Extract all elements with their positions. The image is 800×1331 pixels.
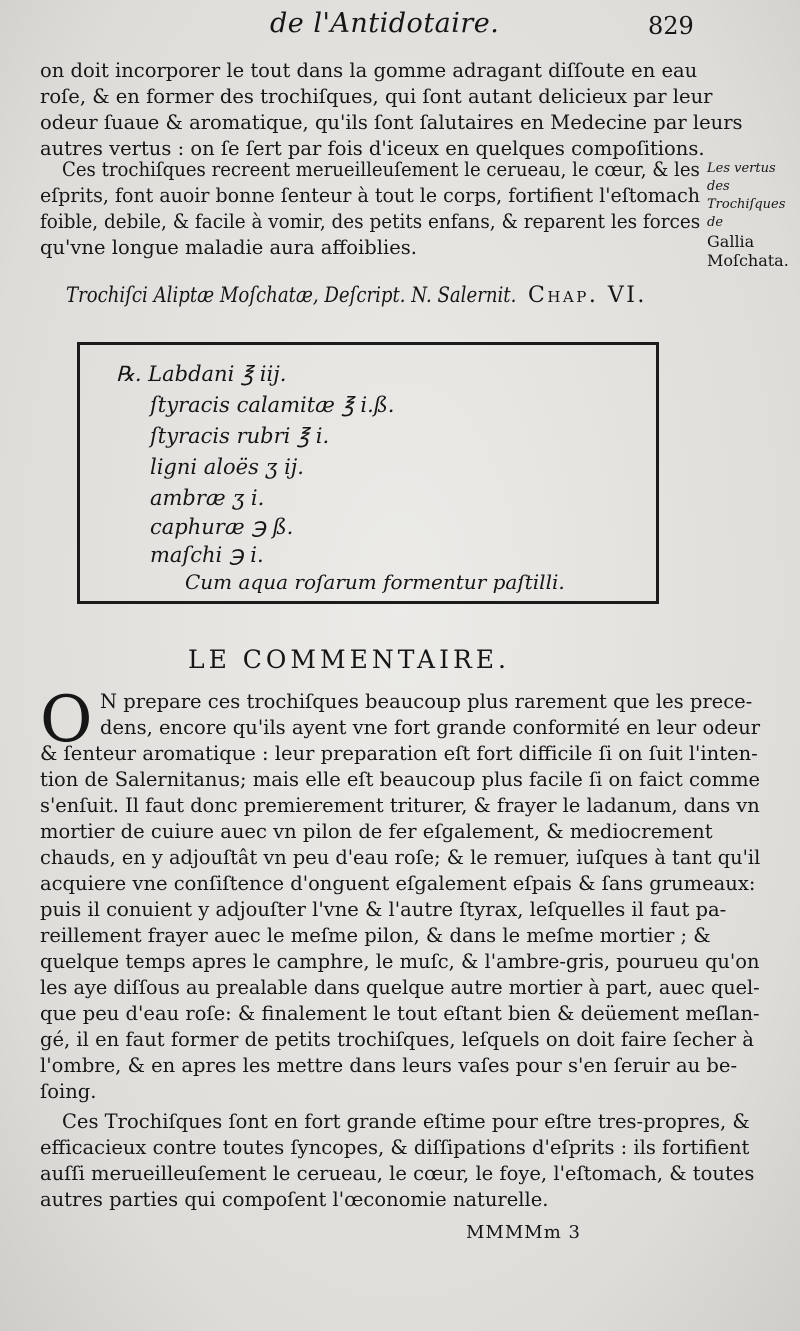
margin-note (707, 160, 799, 270)
recipe-line: ℞. Labdani ℥ iij. (116, 362, 287, 386)
commentary-line: dens, encore qu'ils ayent vne fort grande conformité en leur odeur (100, 716, 761, 739)
commentary-line: chauds, en y adjouſtât vn peu d'eau roſe; & le remuer, iuſques à tant qu'il (40, 846, 761, 869)
margin-note-word: Gallia (707, 232, 755, 251)
commentary-line: gé, il en faut former de petits trochiſques, leſquels on doit faire ſecher à (40, 1028, 754, 1051)
commentary-line: ſoing. (40, 1080, 97, 1103)
margin-note-italic: Les vertus des Trochiſques de (707, 161, 786, 230)
margin-note-word: Moſchata. (707, 251, 789, 270)
recipe-line: Cum aqua roſarum formentur paſtilli. (185, 570, 565, 594)
recipe-line: caphuræ ℈ ß. (150, 515, 294, 539)
drop-cap: O (40, 683, 93, 757)
final-paragraph-line: auſſi merueilleuſement le cerueau, le cœur, le foye, l'eſtomach, & toutes (40, 1162, 755, 1185)
commentary-line: l'ombre, & en apres les mettre dans leurs vaſes pour s'en ſeruir au be- (40, 1054, 738, 1077)
page-number: 829 (648, 12, 694, 40)
section-title: LE COMMENTAIRE. (188, 645, 510, 674)
recipe-line: maſchi ℈ i. (150, 543, 264, 567)
recipe-line: ambræ ʒ i. (150, 486, 265, 510)
commentary-line: quelque temps apres le camphre, le muſc, & l'ambre-gris, pourueu qu'on (40, 950, 760, 973)
paragraph-1-line: roſe, & en former des trochiſques, qui ſont autant delicieux par leur (40, 85, 713, 108)
commentary-line: s'enſuit. Il faut donc premierement triturer, & frayer le ladanum, dans vn (40, 794, 760, 817)
recipe-line: ligni aloës ʒ ij. (150, 455, 304, 479)
commentary-line: N prepare ces trochiſques beaucoup plus rarement que les prece- (100, 690, 753, 713)
commentary-line: puis il conuient y adjouſter l'vne & l'autre ſtyrax, leſquelles il faut pa- (40, 898, 727, 921)
commentary-line: mortier de cuiure auec vn pilon de fer eſgalement, & mediocrement (40, 820, 713, 843)
paragraph-2-line: qu'vne longue maladie aura affoiblies. (40, 236, 417, 259)
signature-mark: MMMMm 3 (466, 1222, 581, 1243)
commentary-line: les aye diſſous au prealable dans quelque autre mortier à part, auec quel- (40, 976, 760, 999)
paragraph-1-line: odeur ſuaue & aromatique, qu'ils ſont ſalutaires en Medecine par leurs (40, 111, 743, 134)
recipe-line: ſtyracis rubri ℥ i. (150, 424, 330, 448)
paragraph-2-line: eſprits, font auoir bonne ſenteur à tout le corps, fortifient l'eſtomach (40, 184, 700, 207)
final-paragraph-line: autres parties qui compoſent l'œconomie naturelle. (40, 1188, 549, 1211)
final-paragraph-line: efficacieux contre toutes ſyncopes, & diſſipations d'eſprits : ils fortifient (40, 1136, 750, 1159)
recipe-line: ſtyracis calamitæ ℥ i.ß. (150, 393, 395, 417)
running-header-title: de l'Antidotaire. (270, 8, 500, 39)
commentary-line: & ſenteur aromatique : leur preparation eſt fort difficile ſi on ſuit l'inten- (40, 742, 758, 765)
chapter-heading: Trochiſci Aliptæ Moſchatæ, Deſcript. N. Salernit. (66, 283, 517, 307)
paragraph-2-line: Ces trochiſques recreent merueilleuſement le cerueau, le cœur, & les (62, 158, 700, 181)
final-paragraph-line: Ces Trochiſques ſont en fort grande eſtime pour eſtre tres-propres, & (62, 1110, 750, 1133)
paragraph-1-line: autres vertus : on ſe ſert par fois d'iceux en quelques compoſitions. (40, 137, 705, 160)
chapter-label: Chap. VI. (528, 283, 647, 308)
paragraph-2-line: foible, debile, & facile à vomir, des petits enfans, & reparent les forces (40, 210, 701, 233)
commentary-line: acquiere vne conſiſtence d'onguent eſgalement eſpais & ſans grumeaux: (40, 872, 756, 895)
commentary-line: reillement frayer auec le meſme pilon, & dans le meſme mortier ; & (40, 924, 711, 947)
paragraph-1-line: on doit incorporer le tout dans la gomme adragant diſſoute en eau (40, 59, 698, 82)
commentary-line: que peu d'eau roſe: & finalement le tout eſtant bien & deüement meſlan- (40, 1002, 760, 1025)
commentary-line: tion de Salernitanus; mais elle eſt beaucoup plus facile ſi on faict comme (40, 768, 761, 791)
